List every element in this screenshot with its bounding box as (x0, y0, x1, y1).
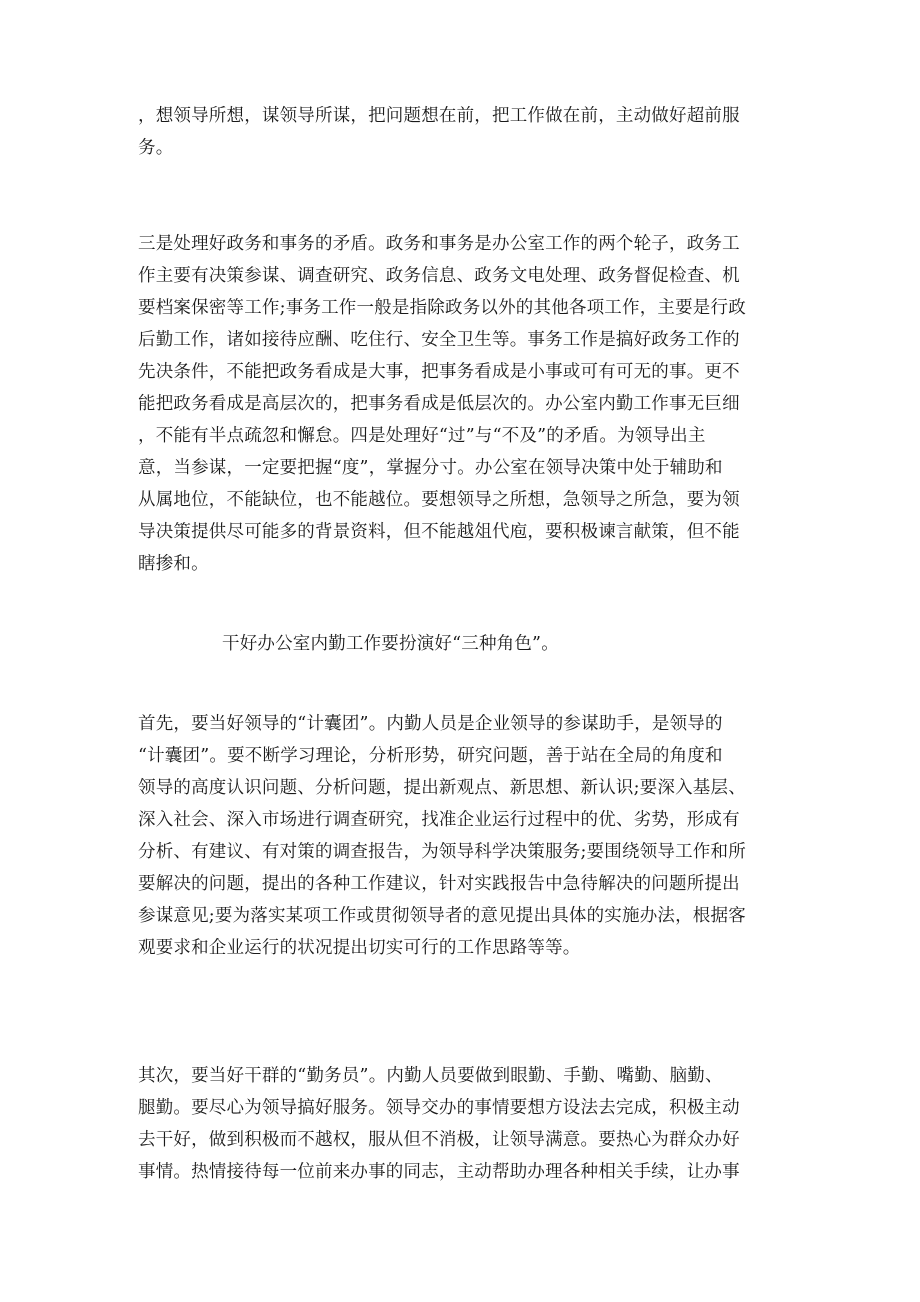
paragraph-line: “计囊团”。要不断学习理论，分析形势，研究问题，善于站在全局的角度和 (138, 746, 723, 766)
paragraph-line: 首先，要当好领导的“计囊团”。内勤人员是企业领导的参谋助手，是领导的 (138, 714, 723, 734)
paragraph-line: 事情。热情接待每一位前来办事的同志，主动帮助办理各种相关手续，让办事 (138, 1162, 740, 1182)
paragraph-line: 后勤工作，诸如接待应酬、吃住行、安全卫生等。事务工作是搞好政务工作的 (138, 330, 740, 350)
paragraph-3 (138, 708, 788, 964)
paragraph-line: 意，当参谋，一定要把握“度”，掌握分寸。办公室在领导决策中处于辅助和 (138, 458, 723, 478)
section-heading: 干好办公室内勤工作要扮演好“三种角色”。 (222, 634, 559, 654)
paragraph-line: 导决策提供尽可能多的背景资料，但不能越俎代庖，要积极谏言献策，但不能 (138, 522, 740, 542)
paragraph-line: 其次，要当好干群的“勤务员”。内勤人员要做到眼勤、手勤、嘴勤、脑勤、 (138, 1066, 723, 1086)
paragraph-line: 去干好，做到积极而不越权，服从但不消极，让领导满意。要热心为群众办好 (138, 1130, 740, 1150)
paragraph-line: 腿勤。要尽心为领导搞好服务。领导交办的事情要想方设法去完成，积极主动 (138, 1098, 740, 1118)
paragraph-line: 观要求和企业运行的状况提出切实可行的工作思路等等。 (138, 938, 581, 958)
paragraph-4 (138, 1060, 788, 1188)
paragraph-line: 分析、有建议、有对策的调查报告，为领导科学决策服务;要围绕领导工作和所 (138, 842, 746, 862)
paragraph-line: 务。 (138, 138, 174, 158)
paragraph-line: 领导的高度认识问题、分析问题，提出新观点、新思想、新认识;要深入基层、 (138, 778, 746, 798)
paragraph-1 (138, 100, 788, 164)
paragraph-line: 能把政务看成是高层次的，把事务看成是低层次的。办公室内勤工作事无巨细 (138, 394, 740, 414)
paragraph-line: 深入社会、深入市场进行调查研究，找准企业运行过程中的优、劣势，形成有 (138, 810, 740, 830)
paragraph-line: 要档案保密等工作;事务工作一般是指除政务以外的其他各项工作，主要是行政 (138, 298, 746, 318)
paragraph-line: ，想领导所想，谋领导所谋，把问题想在前，把工作做在前，主动做好超前服 (138, 106, 740, 126)
paragraph-line: 参谋意见;要为落实某项工作或贯彻领导者的意见提出具体的实施办法，根据客 (138, 906, 746, 926)
paragraph-line: 要解决的问题，提出的各种工作建议，针对实践报告中急待解决的问题所提出 (138, 874, 740, 894)
paragraph-2 (138, 228, 788, 580)
paragraph-line: 三是处理好政务和事务的矛盾。政务和事务是办公室工作的两个轮子，政务工 (138, 234, 740, 254)
paragraph-line: 瞎掺和。 (138, 554, 209, 574)
paragraph-line: 从属地位，不能缺位，也不能越位。要想领导之所想，急领导之所急，要为领 (138, 490, 740, 510)
paragraph-line: ，不能有半点疏忽和懈怠。四是处理好“过”与“不及”的矛盾。为领导出主 (138, 426, 706, 446)
paragraph-line: 先决条件，不能把政务看成是大事，把事务看成是小事或可有可无的事。更不 (138, 362, 740, 382)
paragraph-line: 作主要有决策参谋、调查研究、政务信息、政务文电处理、政务督促检查、机 (138, 266, 740, 286)
